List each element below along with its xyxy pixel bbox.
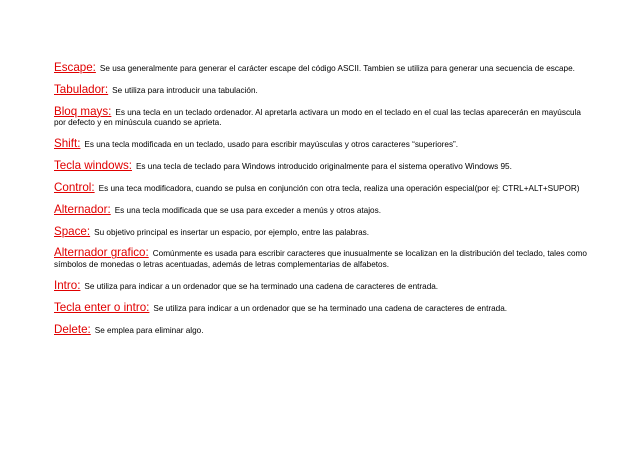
- desc-alternador: Es una tecla modificada que se usa para exceder a menús y otros atajos.: [114, 205, 381, 215]
- desc-space: Su objetivo principal es insertar un espacio, por ejemplo, entre las palabras.: [94, 227, 369, 237]
- term-delete: Delete:: [54, 322, 91, 336]
- desc-shift: Es una tecla modificada en un teclado, usado para escribir mayúsculas y otros caracteres “superiores”.: [84, 140, 459, 150]
- definition-bloq-mays: [54, 106, 594, 130]
- term-shift: Shift:: [54, 137, 81, 151]
- desc-tabulador: Se utiliza para introducir una tabulación.: [112, 85, 258, 95]
- desc-delete: Se emplea para eliminar algo.: [94, 325, 204, 335]
- desc-bloq-mays: Es una tecla en un teclado ordenador. Al apretarla activara un modo en el teclado en el cual las teclas aparecerán en mayúscula por defecto y en minúscula cuando se aprieta.: [54, 107, 581, 128]
- desc-tecla-windows: Es una tecla de teclado para Windows introducido originalmente para el sistema operativo Windows 95.: [135, 162, 512, 172]
- definition-delete: [54, 324, 594, 337]
- desc-tecla-enter: Se utiliza para indicar a un ordenador que se ha terminado una cadena de caracteres de entrada.: [153, 303, 508, 313]
- definition-tecla-enter: [54, 302, 594, 315]
- desc-control: Es una teca modificadora, cuando se pulsa en conjunción con otra tecla, realiza una operación especial(por ej: CTRL+ALT+SUPOR): [98, 183, 580, 193]
- term-alternador: Alternador:: [54, 202, 111, 216]
- term-control: Control:: [54, 180, 95, 194]
- definition-control: [54, 182, 594, 195]
- term-tecla-enter: Tecla enter o intro:: [54, 300, 150, 314]
- definition-intro: [54, 280, 594, 293]
- desc-escape: Se usa generalmente para generar el carácter escape del código ASCII. Tambien se utiliza para generar una secuencia de escape.: [99, 64, 575, 73]
- term-intro: Intro:: [54, 279, 81, 293]
- term-space: Space:: [54, 224, 91, 238]
- desc-alternador-grafico: Comúnmente es usada para escribir caracteres que inusualmente se localizan en la distribución del teclado, tales como símbolos de monedas o letras acentuadas, además de letras complementarias de alfabetos.: [54, 249, 587, 270]
- definition-escape: [54, 62, 594, 75]
- term-tecla-windows: Tecla windows:: [54, 159, 132, 173]
- definition-tabulador: [54, 84, 594, 97]
- definition-shift: [54, 138, 594, 151]
- term-escape: Escape:: [54, 61, 96, 74]
- definition-space: [54, 226, 594, 239]
- term-tabulador: Tabulador:: [54, 82, 109, 96]
- definition-tecla-windows: [54, 160, 594, 173]
- definition-alternador-grafico: [54, 247, 594, 271]
- term-alternador-grafico: Alternador grafico:: [54, 246, 149, 260]
- document-page: [54, 62, 594, 337]
- term-bloq-mays: Bloq mays:: [54, 104, 112, 118]
- definition-alternador: [54, 204, 594, 217]
- desc-intro: Se utiliza para indicar a un ordenador que se ha terminado una cadena de caracteres de entrada.: [84, 282, 439, 292]
